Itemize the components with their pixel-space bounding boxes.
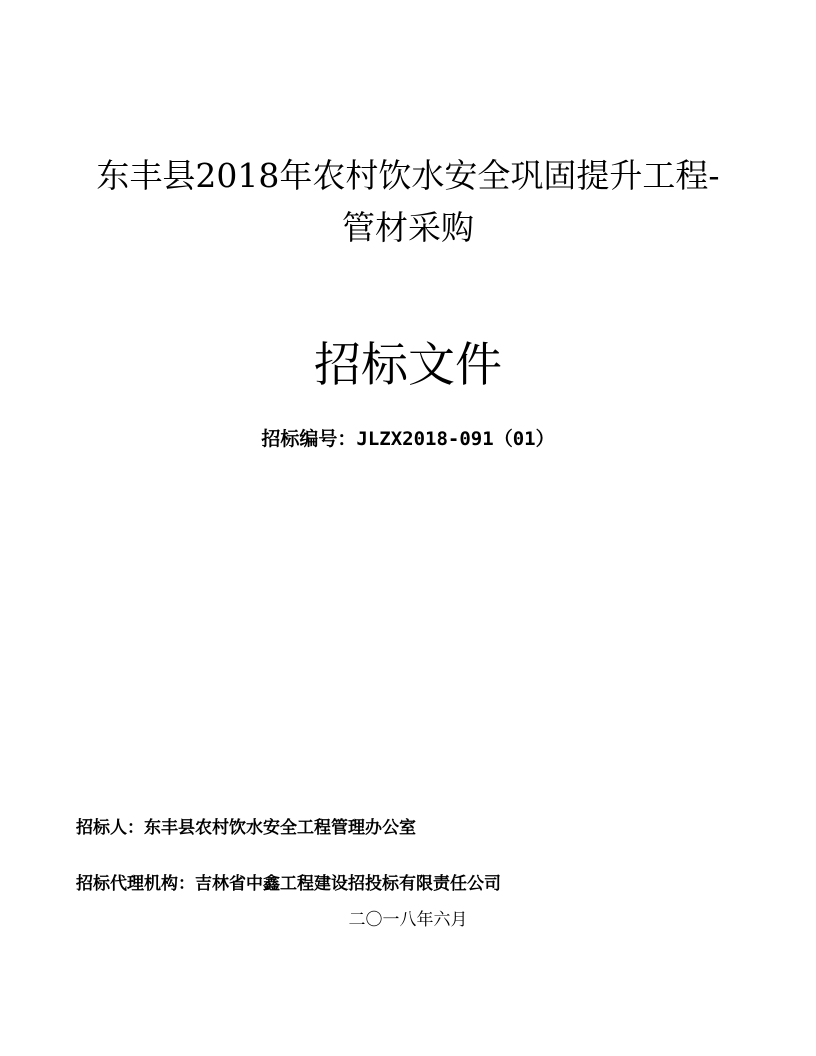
tenderer-label: 招标人：	[76, 818, 144, 838]
bid-number-value: JLZX2018-091（01）	[356, 428, 555, 450]
bid-number-label: 招标编号：	[261, 428, 357, 450]
agency-value: 吉林省中鑫工程建设招投标有限责任公司	[195, 874, 501, 894]
title-line-2: 管材采购	[342, 208, 474, 247]
tenderer-line	[76, 815, 416, 841]
title-line-1: 东丰县2018年农村饮水安全巩固提升工程-	[96, 156, 720, 195]
bid-number	[0, 424, 816, 454]
document-title	[0, 150, 816, 254]
document-type-heading: 招标文件	[314, 338, 502, 393]
tenderer-value: 东丰县农村饮水安全工程管理办公室	[144, 818, 416, 838]
agency-label: 招标代理机构：	[76, 874, 195, 894]
agency-line	[76, 871, 501, 897]
issue-date: 二〇一八年六月	[348, 910, 468, 930]
